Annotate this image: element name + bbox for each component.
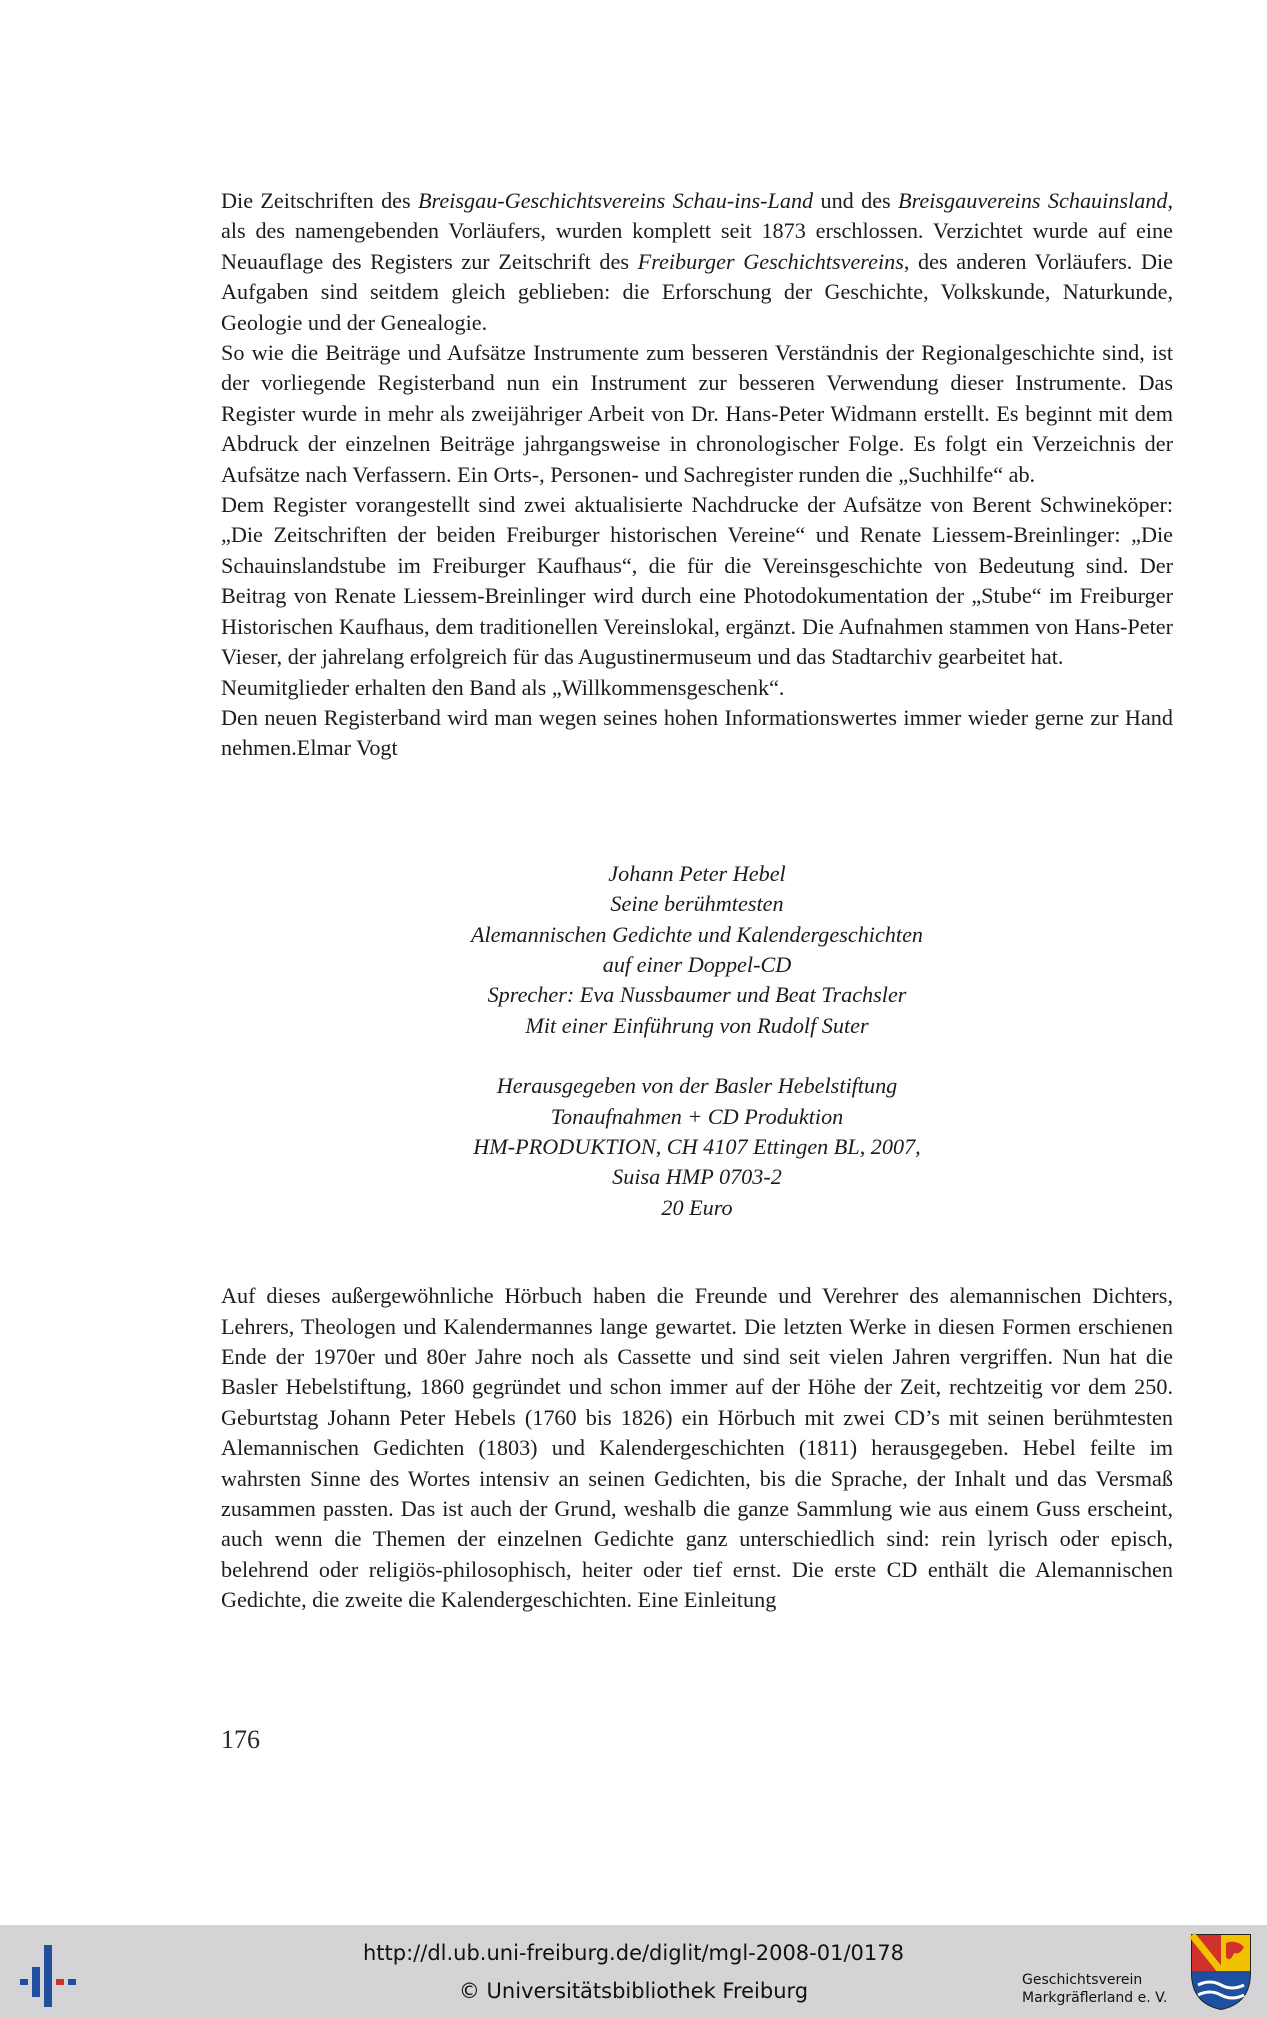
review-title-line: Sprecher: Eva Nussbaumer und Beat Trachsler	[487, 982, 907, 1008]
publisher-line: HM-PRODUKTION, CH 4107 Ettingen BL, 2007,	[473, 1133, 921, 1159]
review-body: Auf dieses außergewöhnliche Hörbuch haben die Freunde und Verehrer des alemannischen Dichters, Lehrers, Theologen und Kalendermannes lange gewartet. Die letzten Werke in diesen Formen erschienen Ende der 1970er und 80er Jahre noch als Cassette und sind seit vielen Jahren vergriffen. Nun hat die Basler Hebelstiftung, 1860 gegründet und schon immer auf der Höhe der Zeit, rechtzeitig vor dem 250. Geburtstag Johann Peter Hebels (1760 bis 1826) ein Hörbuch mit zwei CD’s mit seinen berühmtesten Alemannischen Gedichten (1803) und Kalendergeschichten (1811) herausgegeben. Hebel feilte im wahrsten Sinne des Wortes intensiv an seinen Gedichten, bis die Sprache, der Inhalt und das Versmaß zusammen passten. Das ist auch der Grund, weshalb die ganze Sammlung wie aus einem Guss erscheint, auch wenn die Themen der einzelnen Gedichte ganz unterschiedlich sind: rein lyrisch oder episch, belehrend oder religiös-philosophisch, heiter oder tief ernst. Die erste CD enthält die Alemannischen Gedichte, die zweite die Kalendergeschichten. Eine Einleitung	[221, 1283, 1173, 1613]
price-line: 20 Euro	[661, 1194, 733, 1220]
review-title-line: Seine berühmtesten	[610, 891, 784, 917]
text-run: Die Zeitschriften des	[221, 188, 418, 213]
spacer	[221, 1041, 1173, 1071]
text-run: , als des namengebenden Vorläufers, wurden komplett seit 1873 erschlossen. Verzichtet wurde auf eine Neuauflage des Registers zur Zeitschrift des	[221, 188, 1174, 274]
journal-title: Freiburger Geschichtsvereins	[637, 248, 904, 274]
society-name-line: Markgräflerland e. V.	[1022, 1990, 1168, 2006]
paragraph-5	[221, 703, 1173, 764]
review-title-line: auf einer Doppel-CD	[602, 951, 792, 977]
society-name	[1022, 1971, 1167, 2007]
publisher-line: Suisa HMP 0703-2	[612, 1164, 782, 1190]
author-signature: Elmar Vogt	[296, 735, 398, 761]
text-run: , des anderen Vorläufers. Die Aufgaben sind seitdem gleich geblieben: die Erforschung der Geschichte, Volkskunde, Naturkunde, Geologie und der Genealogie.	[221, 248, 1173, 335]
permalink-url[interactable]: http://dl.ub.uni-freiburg.de/diglit/mgl-2008-01/0178	[362, 1941, 904, 1965]
publisher-line: Tonaufnahmen + CD Produktion	[550, 1103, 844, 1129]
copyright-notice: © Universitätsbibliothek Freiburg	[458, 1979, 809, 2003]
text-run: Den neuen Registerband wird man wegen seines hohen Informationswertes immer wieder gerne zur Hand nehmen.	[221, 704, 1173, 761]
page-number: 176	[221, 1725, 260, 1754]
society-name-line: Geschichtsverein	[1022, 1972, 1143, 1988]
paragraph-4: Neumitglieder erhalten den Band als „Willkommensgeschenk“.	[221, 674, 785, 700]
publisher-line: Herausgegeben von der Basler Hebelstiftung	[496, 1073, 898, 1099]
review-title-line: Mit einer Einführung von Rudolf Suter	[525, 1012, 869, 1038]
review-bibliography	[221, 859, 1173, 1223]
journal-title: Breisgauvereins Schauinsland	[898, 188, 1168, 213]
page-content	[221, 186, 1173, 1616]
journal-title: Breisgau-Geschichtsvereins Schau-ins-Land	[418, 188, 814, 213]
footer-bar	[0, 1925, 1267, 2017]
review-title-line: Alemannischen Gedichte und Kalendergeschichten	[470, 921, 924, 947]
coat-of-arms-icon	[1190, 1933, 1252, 2011]
text-run: und des	[813, 188, 899, 213]
paragraph-1	[221, 186, 1173, 338]
paragraph-3: Dem Register vorangestellt sind zwei aktualisierte Nachdrucke der Aufsätze von Berent Schwineköper: „Die Zeitschriften der beiden Freiburger historischen Vereine“ und Renate Liessem-Breinlinger: „Die Schauinslandstube im Freiburger Kaufhaus“, die für die Vereinsgeschichte von Bedeutung sind. Der Beitrag von Renate Liessem-Breinlinger wird durch eine Photodokumentation der „Stube“ im Freiburger Historischen Kaufhaus, dem traditionellen Vereinslokal, ergänzt. Die Aufnahmen stammen von Hans-Peter Vieser, der jahrelang erfolgreich für das Augustinermuseum und das Stadtarchiv gearbeitet hat.	[221, 492, 1173, 670]
review-title-line: Johann Peter Hebel	[608, 860, 786, 886]
paragraph-2: So wie die Beiträge und Aufsätze Instrumente zum besseren Verständnis der Regionalgeschichte sind, ist der vorliegende Registerband nun ein Instrument zur besseren Verwendung dieser Instrumente. Das Register wurde in mehr als zweijähriger Arbeit von Dr. Hans-Peter Widmann erstellt. Es beginnt mit dem Abdruck der einzelnen Beiträge jahrgangsweise in chronologischer Folge. Es folgt ein Verzeichnis der Aufsätze nach Verfassern. Ein Orts-, Personen- und Sachregister runden die „Suchhilfe“ ab.	[221, 340, 1173, 487]
